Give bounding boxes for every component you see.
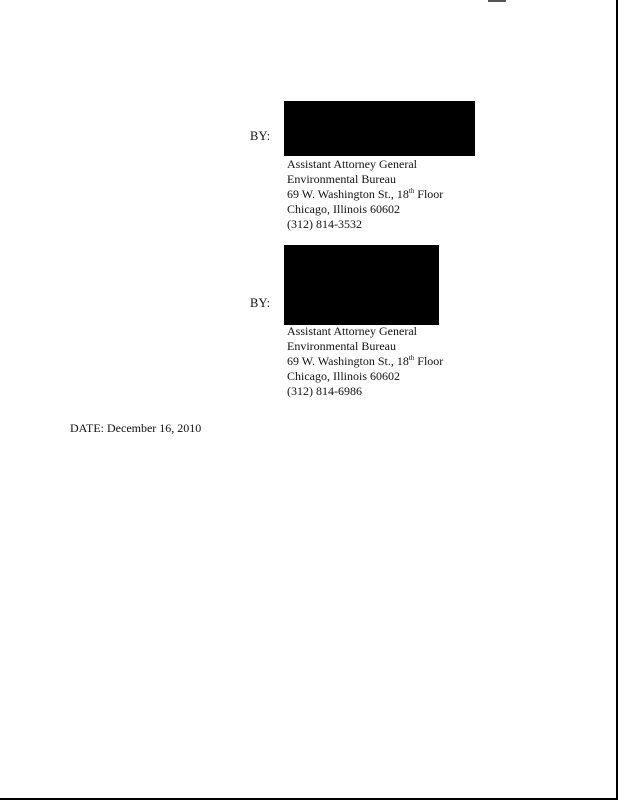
- phone-number: (312) 814-3532: [287, 217, 362, 231]
- redacted-signature: [284, 245, 439, 325]
- redacted-signature: [284, 101, 475, 156]
- signature-by-label: BY:: [250, 296, 271, 310]
- city-state-zip: Chicago, Illinois 60602: [287, 202, 400, 216]
- scan-artifact: [488, 0, 506, 2]
- phone-number: (312) 814-6986: [287, 384, 362, 398]
- signer-title: Assistant Attorney General: [287, 157, 417, 171]
- street-address: 69 W. Washington St., 18th Floor: [287, 354, 444, 368]
- signature-address-block: [287, 157, 443, 232]
- signer-bureau: Environmental Bureau: [287, 172, 396, 186]
- signer-title: Assistant Attorney General: [287, 324, 417, 338]
- signature-address-block: [287, 324, 443, 399]
- date-line: DATE: December 16, 2010: [70, 421, 202, 435]
- signer-bureau: Environmental Bureau: [287, 339, 396, 353]
- street-address: 69 W. Washington St., 18th Floor: [287, 187, 444, 201]
- signature-by-label: BY:: [250, 129, 271, 143]
- city-state-zip: Chicago, Illinois 60602: [287, 369, 400, 383]
